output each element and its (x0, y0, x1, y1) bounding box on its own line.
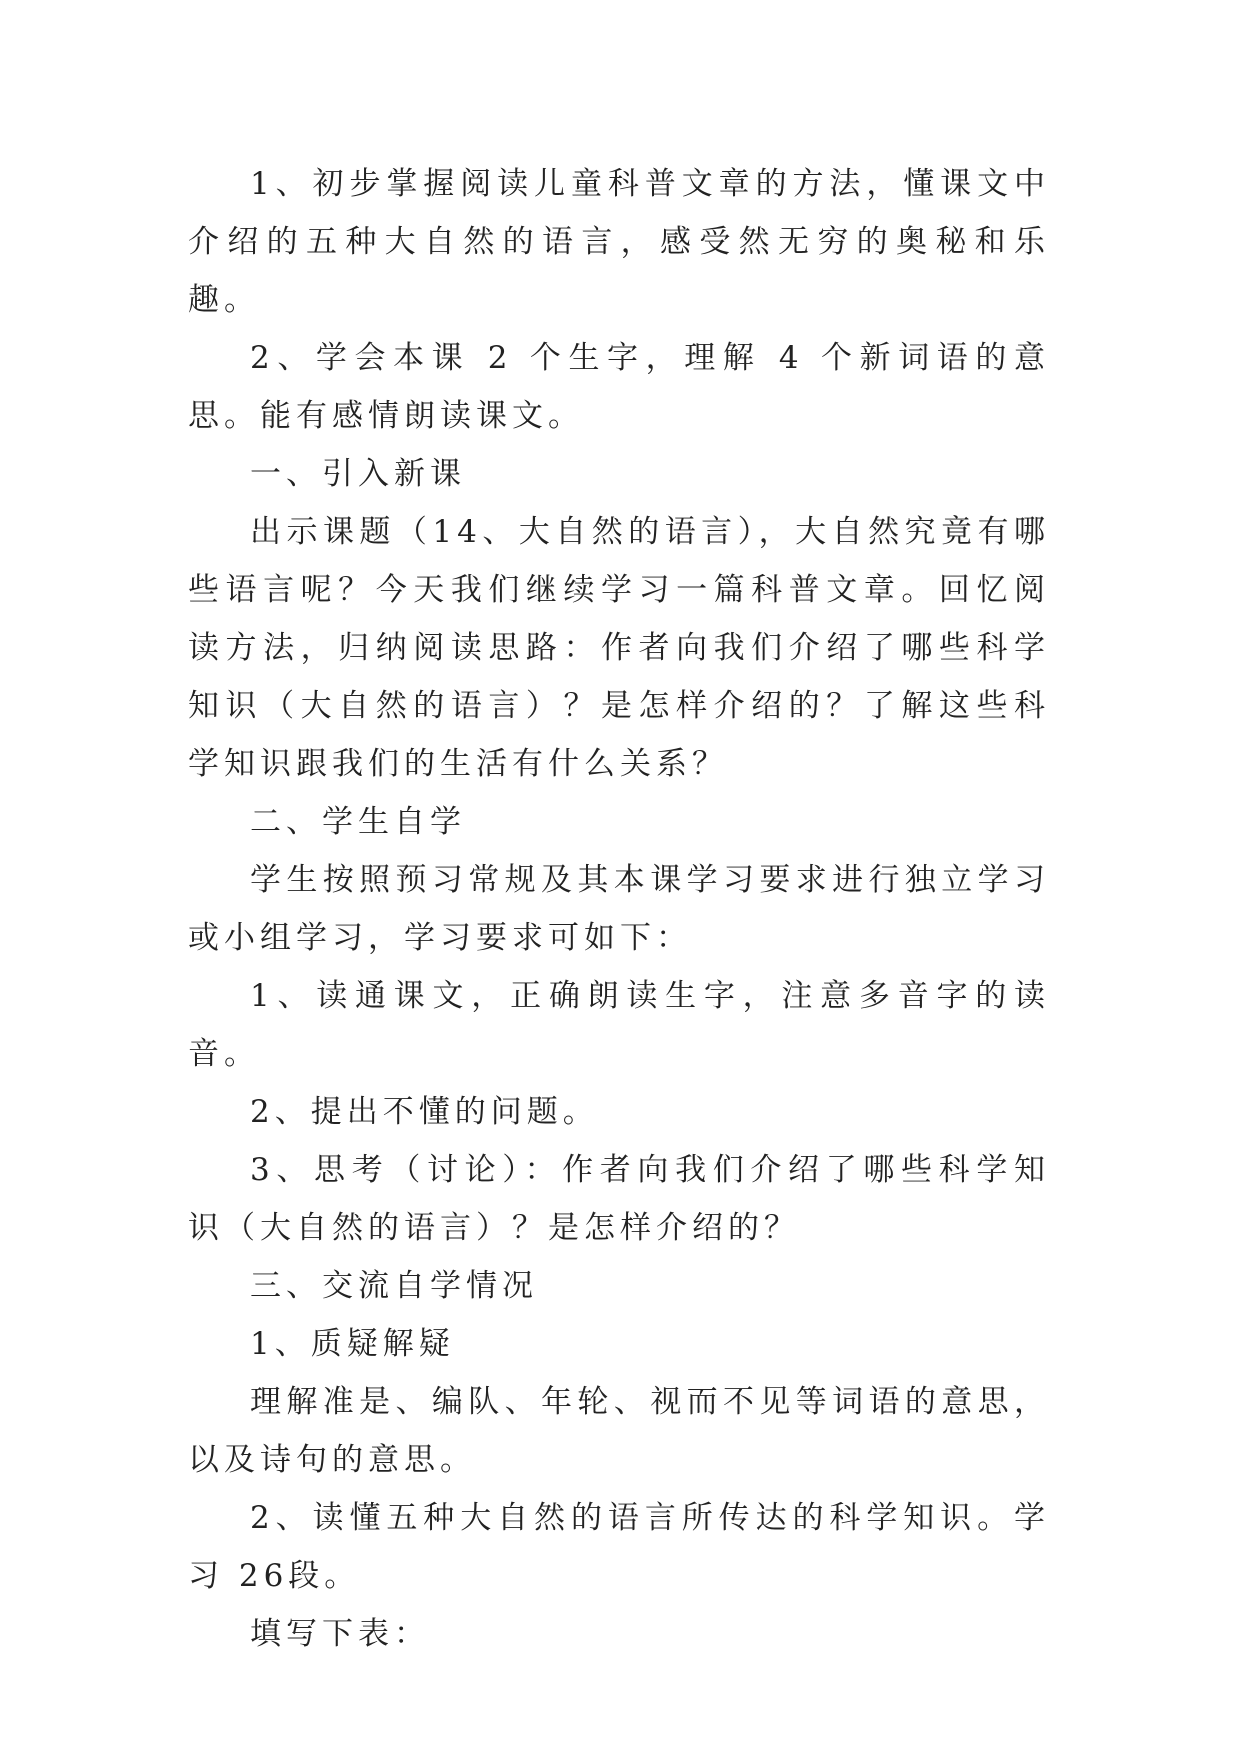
self-study-item-3: 3、思考（讨论）：作者向我们介绍了哪些科学知识（大自然的语言）？是怎样介绍的？ (188, 1152, 1050, 1246)
section-heading-introduction: 一、引入新课 (250, 456, 466, 492)
section-heading-exchange: 三、交流自学情况 (250, 1268, 538, 1304)
objective-2: 2、学会本课 2 个生字，理解 4 个新词语的意思。能有感情朗读课文。 (188, 340, 1050, 434)
objective-1: 1、初步掌握阅读儿童科普文章的方法，懂课文中介绍的五种大自然的语言，感受然无穷的奥秘和乐趣。 (188, 166, 1050, 318)
exchange-item-1: 1、质疑解疑 (250, 1326, 455, 1362)
self-study-item-1: 1、读通课文，正确朗读生字，注意多音字的读音。 (188, 978, 1050, 1072)
self-study-item-2: 2、提出不懂的问题。 (250, 1094, 599, 1130)
section-heading-self-study: 二、学生自学 (250, 804, 466, 840)
self-study-text: 学生按照预习常规及其本课学习要求进行独立学习或小组学习，学习要求可如下： (188, 862, 1050, 956)
document-page (188, 155, 1050, 1663)
vocabulary-text: 理解准是、编队、年轮、视而不见等词语的意思，以及诗句的意思。 (188, 1384, 1050, 1478)
introduction-text: 出示课题（14、大自然的语言），大自然究竟有哪些语言呢？今天我们继续学习一篇科普文章。回忆阅读方法，归纳阅读思路：作者向我们介绍了哪些科学知识（大自然的语言）？是怎样介绍的？了解这些科学知识跟我们的生活有什么关系？ (188, 514, 1050, 782)
exchange-item-2: 2、读懂五种大自然的语言所传达的科学知识。学习 26段。 (188, 1500, 1050, 1594)
table-instruction: 填写下表： (250, 1616, 430, 1652)
